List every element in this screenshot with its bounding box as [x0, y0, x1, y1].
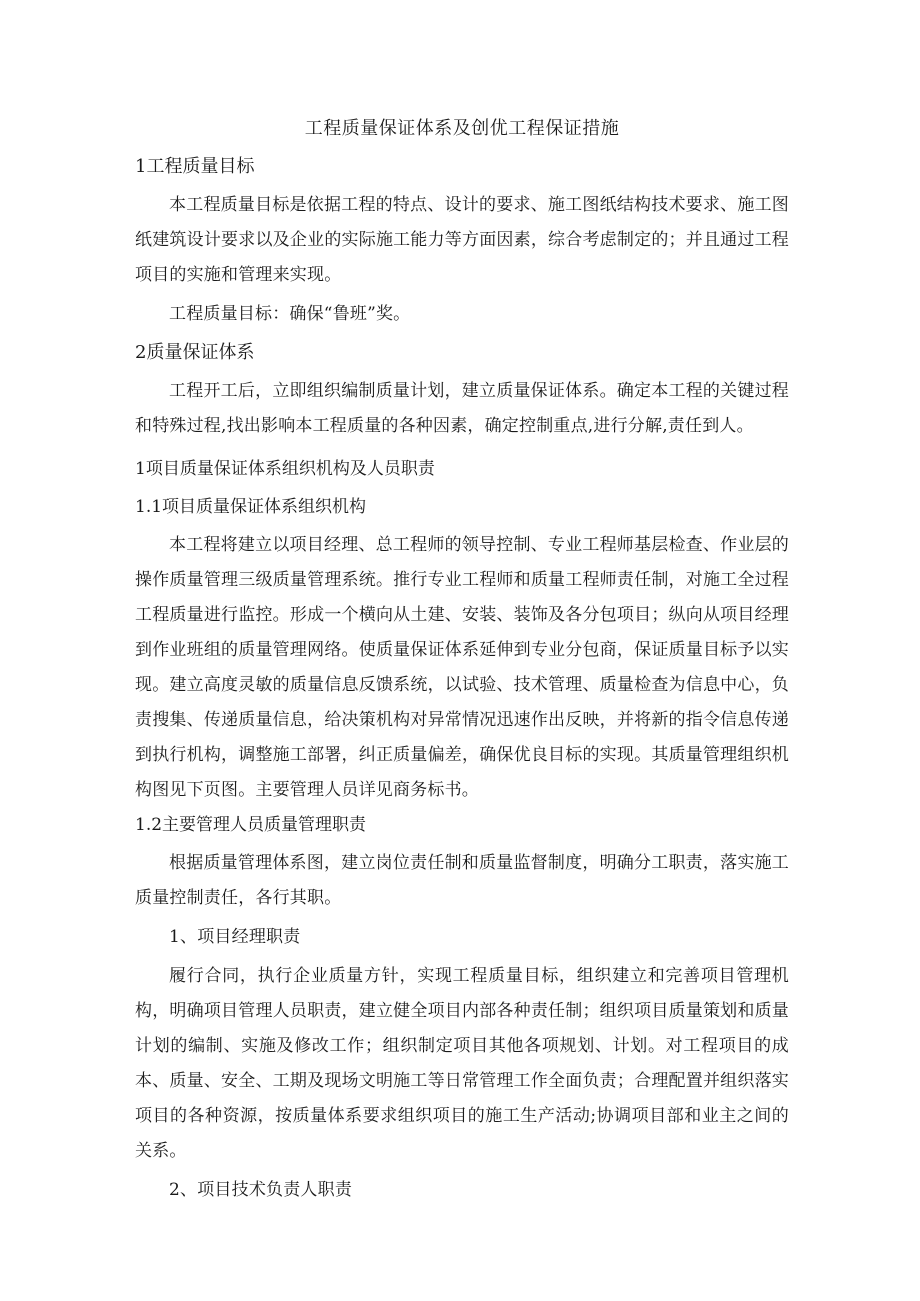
section-heading-organization: 1项目质量保证体系组织机构及人员职责: [135, 459, 435, 479]
section-heading-quality-goal: 1工程质量目标: [135, 156, 255, 177]
paragraph: 本工程质量目标是依据工程的特点、设计的要求、施工图纸结构技术要求、施工图纸建筑设计要求以及企业的实际施工能力等方面因素，综合考虑制定的；并且通过工程项目的实施和管理来实现。: [135, 195, 789, 285]
list-item-heading: 2、项目技术负责人职责: [169, 1180, 353, 1200]
list-item-heading: 1、项目经理职责: [169, 927, 301, 947]
document-title: 工程质量保证体系及创优工程保证措施: [304, 118, 620, 139]
paragraph: 根据质量管理体系图，建立岗位责任制和质量监督制度，明确分工职责，落实施工质量控制责任，各行其职。: [135, 853, 789, 908]
paragraph: 工程开工后，立即组织编制质量计划，建立质量保证体系。确定本工程的关键过程和特殊过程,找出影响本工程质量的各种因素，确定控制重点,进行分解,责任到人。: [135, 381, 789, 436]
subsection-heading-1-1: 1.1项目质量保证体系组织机构: [135, 497, 367, 517]
paragraph: 本工程将建立以项目经理、总工程师的领导控制、专业工程师基层检查、作业层的操作质量管理三级质量管理系统。推行专业工程师和质量工程师责任制，对施工全过程工程质量进行监控。形成一个横向从土建、安装、装饰及各分包项目；纵向从项目经理到作业班组的质量管理网络。使质量保证体系延伸到专业分包商，保证质量目标予以实现。建立高度灵敏的质量信息反馈系统，以试验、技术管理、质量检查为信息中心，负责搜集、传递质量信息，给决策机构对异常情况迅速作出反映，并将新的指令信息传递到执行机构，调整施工部署，纠正质量偏差，确保优良目标的实现。其质量管理组织机构图见下页图。主要管理人员详见商务标书。: [135, 535, 789, 800]
paragraph: 履行合同，执行企业质量方针，实现工程质量目标，组织建立和完善项目管理机构，明确项目管理人员职责，建立健全项目内部各种责任制；组织项目质量策划和质量计划的编制、实施及修改工作；组织制定项目其他各项规划、计划。对工程项目的成本、质量、安全、工期及现场文明施工等日常管理工作全面负责；合理配置并组织落实项目的各种资源，按质量体系要求组织项目的施工生产活动;协调项目部和业主之间的关系。: [135, 966, 789, 1161]
paragraph: 工程质量目标：确保“鲁班”奖。: [169, 304, 411, 324]
section-heading-quality-system: 2质量保证体系: [135, 342, 255, 363]
document-body: [135, 112, 789, 1208]
subsection-heading-1-2: 1.2主要管理人员质量管理职责: [135, 815, 367, 835]
